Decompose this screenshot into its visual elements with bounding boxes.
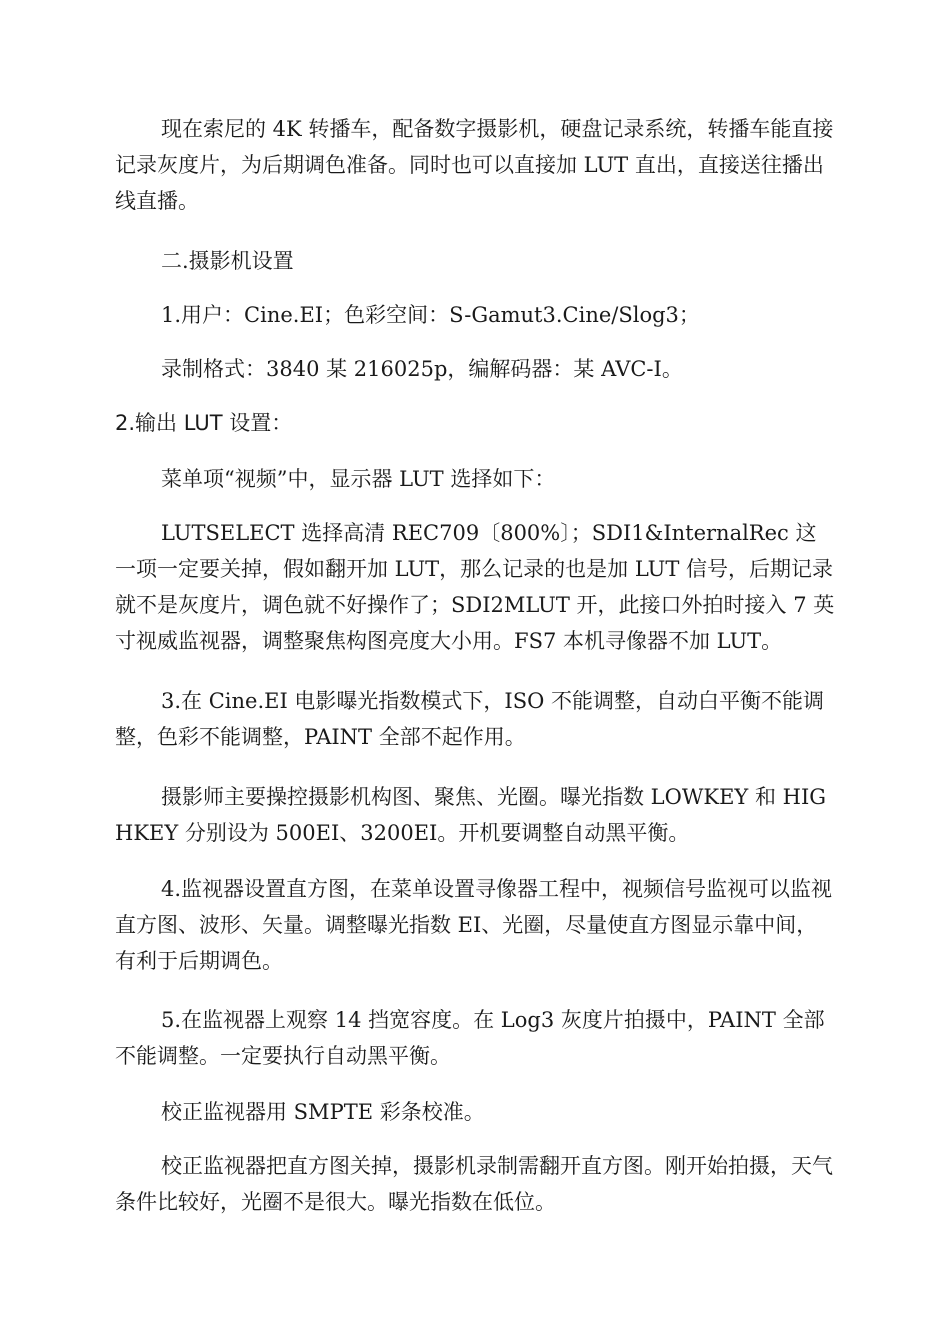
paragraph-operator-exposure: 摄影师主要操控摄影机构图、聚焦、光圈。曝光指数 LOWKEY 和 HIGHKEY 分别设为 500EI、3200EI。开机要调整自动黑平衡。 — [115, 785, 827, 845]
paragraph-user-colorspace: 1.用户：Cine.EI；色彩空间：S-Gamut3.Cine/Slog3； — [161, 303, 700, 327]
paragraph-intro: 现在索尼的 4K 转播车，配备数字摄影机，硬盘记录系统，转播车能直接记录灰度片，为后期调色准备。同时也可以直接加 LUT 直出，直接送往播出线直播。 — [115, 117, 834, 213]
paragraph-menu-video: 菜单项“视频”中，显示器 LUT 选择如下： — [161, 467, 556, 491]
section-heading-camera-settings: 二.摄影机设置 — [161, 249, 294, 273]
paragraph-cine-ei-mode: 3.在 Cine.EI 电影曝光指数模式下，ISO 不能调整，自动白平衡不能调整，色彩不能调整，PAINT 全部不起作用。 — [115, 689, 824, 749]
paragraph-smpte-calibration: 校正监视器用 SMPTE 彩条校准。 — [161, 1100, 485, 1124]
paragraph-monitor-histogram: 4.监视器设置直方图，在菜单设置寻像器工程中，视频信号监视可以监视直方图、波形、矢量。调整曝光指数 EI、光圈，尽量使直方图显示靠中间，有利于后期调色。 — [115, 877, 833, 973]
paragraph-record-format: 录制格式：3840 某 216025p，编解码器：某 AVC-I。 — [161, 357, 683, 381]
paragraph-lut-select: LUTSELECT 选择高清 REC709〔800%〕；SDI1&InternalRec 这一项一定要关掉，假如翻开加 LUT，那么记录的也是加 LUT 信号，后期记录就不是灰度片，调色就不好操作了；SDI2MLUT 开，此接口外拍时接入 7 英寸视威监视器，调整聚焦构图亮度大小用。FS7 本机寻像器不加 LUT。 — [115, 521, 835, 653]
section-heading-output-lut: 2.输出 LUT 设置： — [115, 411, 293, 435]
paragraph-latitude: 5.在监视器上观察 14 挡宽容度。在 Log3 灰度片拍摄中，PAINT 全部不能调整。一定要执行自动黑平衡。 — [115, 1008, 825, 1068]
paragraph-shooting-conditions: 校正监视器把直方图关掉，摄影机录制需翻开直方图。刚开始拍摄，天气条件比较好，光圈不是很大。曝光指数在低位。 — [115, 1154, 833, 1214]
